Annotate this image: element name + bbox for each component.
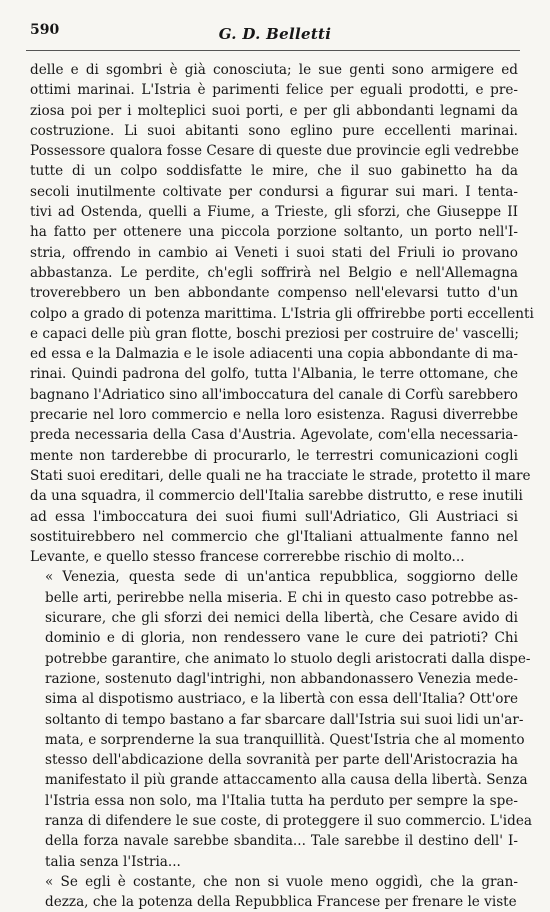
text-line: dominio e di gloria, non rendessero vane le cure dei patrioti? Chi <box>45 630 518 647</box>
text-line: belle arti, perirebbe nella miseria. E chi in questo caso potrebbe as- <box>45 589 518 606</box>
text-line: rinai. Quindi padrona del golfo, tutta l'Albania, le terre ottomane, che <box>30 366 518 383</box>
text-line: precarie nel loro commercio e nella loro esistenza. Ragusi diverrebbe <box>30 407 518 424</box>
text-line: delle e di sgombri è già conosciuta; le sue genti sono armigere ed <box>30 62 518 78</box>
text-line: « Se egli è costante, che non si vuole meno oggidì, che la gran- <box>45 873 518 890</box>
text-line: ranza di difendere le sue coste, di proteggere il suo commercio. L'idea <box>45 812 532 829</box>
text-line: talia senza l'Istria... <box>45 853 181 870</box>
text-line: colpo a grado di potenza marittima. L'Istria gli offrirebbe porti eccellenti <box>30 305 534 322</box>
page-number: 590 <box>30 22 60 38</box>
paragraph <box>30 567 532 871</box>
text-line: preda necessaria della Casa d'Austria. Agevolate, com'ella necessaria- <box>30 427 518 444</box>
text-line: soltanto di tempo bastano a far sbarcare dall'Istria sui suoi lidi un'ar- <box>45 711 524 728</box>
text-line: della forza navale sarebbe sbandita... Tale sarebbe il destino dell' I- <box>45 833 518 850</box>
paragraph <box>30 872 518 912</box>
text-line: tutte di un colpo soddisfatte le mire, che il suo gabinetto ha da <box>30 163 518 180</box>
text-line: ha fatto per ottenere una piccola porzione soltanto, un porto nell'I- <box>30 224 518 241</box>
text-line: e capaci delle più gran flotte, boschi preziosi per costruire de' vascelli; <box>30 325 519 342</box>
text-line: potrebbe garantire, che animato lo stuolo degli aristocrati dalla dispe- <box>45 650 531 667</box>
text-line: Possessore qualora fosse Cesare di queste due provincie egli vedrebbe <box>30 143 519 160</box>
text-line: ad essa l'imboccatura dei suoi fiumi sull'Adriatico, Gli Austriaci si <box>30 508 518 525</box>
text-line: dezza, che la potenza della Repubblica Francese per frenare le viste <box>45 894 517 911</box>
text-line: Stati suoi ereditari, delle quali ne ha tracciate le strade, protetto il mare <box>30 467 531 484</box>
text-line: stria, offrendo in cambio ai Veneti i suoi stati del Friuli io provano <box>30 244 518 261</box>
text-line: sima al dispotismo austriaco, e la libertà con essa dell'Italia? Ott'ore <box>45 691 518 708</box>
text-line: abbastanza. Le perdite, ch'egli soffrirà nel Belgio e nell'Allemagna <box>30 264 518 281</box>
text-line: « Venezia, questa sede di un'antica repubblica, soggiorno delle <box>45 569 518 586</box>
text-line: ed essa e la Dalmazia e le isole adiacenti una copia abbondante di ma- <box>30 346 518 363</box>
text-line: sicurare, che gli sforzi dei nemici della libertà, che Cesare avido di <box>45 610 518 627</box>
text-line: manifestato il più grande attaccamento alla causa della libertà. Senza <box>45 772 528 789</box>
body-text <box>30 60 534 912</box>
text-line: tivi ad Ostenda, quelli a Fiume, a Trieste, gli sforzi, che Giuseppe II <box>30 204 518 221</box>
text-line: mente non tarderebbe di procurarlo, le terrestri comunicazioni cogli <box>30 447 518 464</box>
text-line: Levante, e quello stesso francese correrebbe rischio di molto... <box>30 549 465 566</box>
text-line: da una squadra, il commercio dell'Italia sarebbe distrutto, e rese inutili <box>30 488 523 505</box>
text-line: bagnano l'Adriatico sino all'imboccatura del canale di Corfù sarebbero <box>30 386 518 403</box>
text-line: troverebbero un ben abbondante compenso nell'elevarsi tutto d'un <box>30 285 518 302</box>
text-line: costruzione. Li suoi abitanti sono eglino pure eccellenti marinai. <box>30 122 518 139</box>
text-line: mata, e sorprenderne la sua tranquillità. Quest'Istria che al momento <box>45 731 525 748</box>
running-header <box>0 0 550 50</box>
text-line: stesso dell'abdicazione della sovranità per parte dell'Aristocrazia ha <box>45 752 518 769</box>
text-line: l'Istria essa non solo, ma l'Italia tutta ha perduto per sempre la spe- <box>45 792 518 809</box>
text-line: secoli inutilmente coltivate per condursi a figurar sui mari. I tenta- <box>30 183 518 200</box>
paragraph <box>30 60 534 567</box>
running-head-title: G. D. Belletti <box>218 25 332 43</box>
header-rule <box>26 50 520 51</box>
text-line: sostituirebbero nel commercio che gl'Italiani attualmente fanno nel <box>30 528 518 545</box>
text-line: ziosa poi per i molteplici suoi porti, e per gli abbondanti legnami da <box>30 102 518 119</box>
text-line: ottimi marinai. L'Istria è parimenti felice per eguali prodotti, e pre- <box>30 82 518 99</box>
text-line: razione, sostenuto dagl'intrighi, non abbandonassero Venezia mede- <box>45 670 518 687</box>
